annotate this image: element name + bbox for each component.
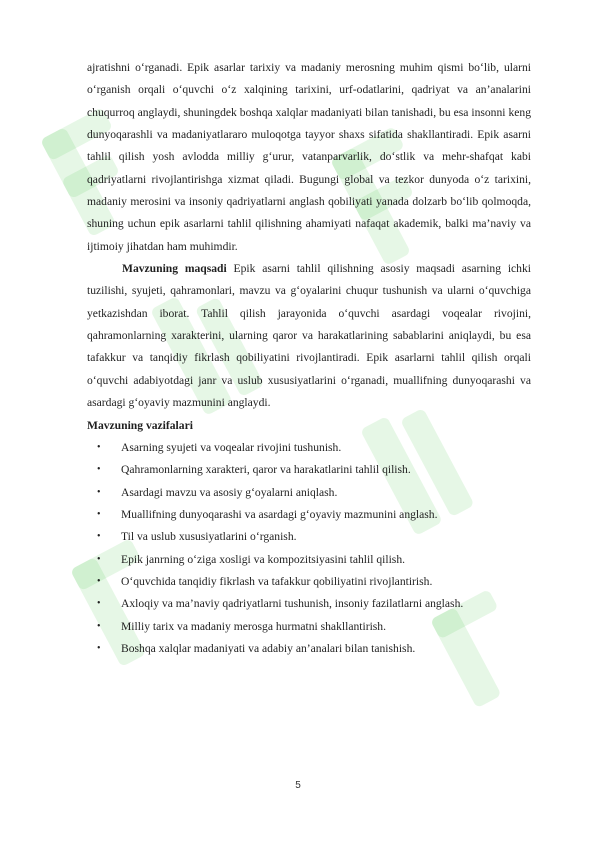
bullet-icon: • [97,464,101,476]
list-item-text: Til va uslub xususiyatlarini o‘rganish. [121,530,297,544]
bullet-icon: • [97,620,101,632]
bullet-icon: • [97,441,101,453]
bullet-icon: • [97,531,101,543]
page-number: 5 [295,780,301,791]
list-item-text: Boshqa xalqlar madaniyati va adabiy an’analari bilan tanishish. [121,641,416,655]
goal-paragraph [87,258,531,414]
intro-paragraph: ajratishni o‘rganadi. Epik asarlar tarixiy va madaniy merosning muhim qismi bo‘lib, ularni o‘rganish orqali o‘quvchi o‘z xalqining tarixini, urf-odatlarini, qadriyat va an’analarini chuqurroq anglaydi, shuningdek boshqa xalqlar madaniyati bilan tanishadi, bu esa insonni keng dunyoqarashli va madaniyatlararo muloqotga tayyor shaxs sifatida shakllantiradi. Epik asarni tahlil qilish yosh avlodda milliy g‘urur, vatanparvarlik, do‘stlik va mehr-shafqat kabi qadriyatlarni rivojlantirishga xizmat qiladi. Bugungi global va tezkor dunyoda o‘z tarixini, madaniy merosini va insoniy qadriyatlarni anglash qobiliyati yanada dolzarb bo‘lib qolmoqda, shuning uchun epik asarlarni tahlil qilishning ahamiyati nafaqat akademik, balki ma’naviy va ijtimoiy jihatdan ham muhimdir. [87,61,531,253]
list-item-text: Axloqiy va ma’naviy qadriyatlarni tushunish, insoniy fazilatlarni anglash. [121,597,464,611]
bullet-icon: • [97,508,101,520]
list-item [87,459,531,481]
list-item-text: Epik janrning o‘ziga xosligi va kompozitsiyasini tahlil qilish. [121,552,406,566]
bullet-icon: • [97,575,101,587]
bullet-icon: • [97,553,101,565]
goal-label: Mavzuning maqsadi [122,262,227,276]
list-item [87,526,531,548]
list-item [87,504,531,526]
list-item-text: Muallifning dunyoqarashi va asardagi g‘oyaviy mazmunini anglash. [121,507,438,521]
list-item-text: Milliy tarix va madaniy merosga hurmatni shakllantirish. [121,619,386,633]
bullet-icon: • [97,486,101,498]
list-item-text: O‘quvchida tanqidiy fikrlash va tafakkur qobiliyatini rivojlantirish. [121,574,433,588]
list-item-text: Asarning syujeti va voqealar rivojini tushunish. [121,440,342,454]
list-item [87,571,531,593]
goal-text: Epik asarni tahlil qilishning asosiy maqsadi asarning ichki tuzilishi, syujeti, qahramonlari, mavzu va g‘oyalarini chuqur tushunish va ularni o‘quvchiga yetkazishdan iborat. Tahlil qilish jarayonida o‘quvchi asardagi voqealar rivojini, qahramonlarning xarakterini, ularning qaror va harakatlarining sabablarini aniqlaydi, bu esa tafakkur va tanqidiy fikrlash qobiliyatini rivojlantiradi. Epik asarlarni tahlil qilish orqali o‘quvchi adabiyotdagi janr va uslub xususiyatlarini o‘rganadi, muallifning dunyoqarashi va asardagi g‘oyaviy mazmunini anglaydi. [87,262,531,410]
page-content [87,57,531,660]
bullet-icon: • [97,642,101,654]
list-item [87,482,531,504]
list-item [87,437,531,459]
tasks-heading: Mavzuning vazifalari [87,418,193,432]
list-item-text: Asardagi mavzu va asosiy g‘oyalarni aniqlash. [121,485,338,499]
bullet-icon: • [97,598,101,610]
list-item [87,638,531,660]
list-item [87,616,531,638]
list-item [87,593,531,615]
list-item [87,549,531,571]
list-item-text: Qahramonlarning xarakteri, qaror va harakatlarini tahlil qilish. [121,463,411,477]
tasks-list [87,437,531,660]
